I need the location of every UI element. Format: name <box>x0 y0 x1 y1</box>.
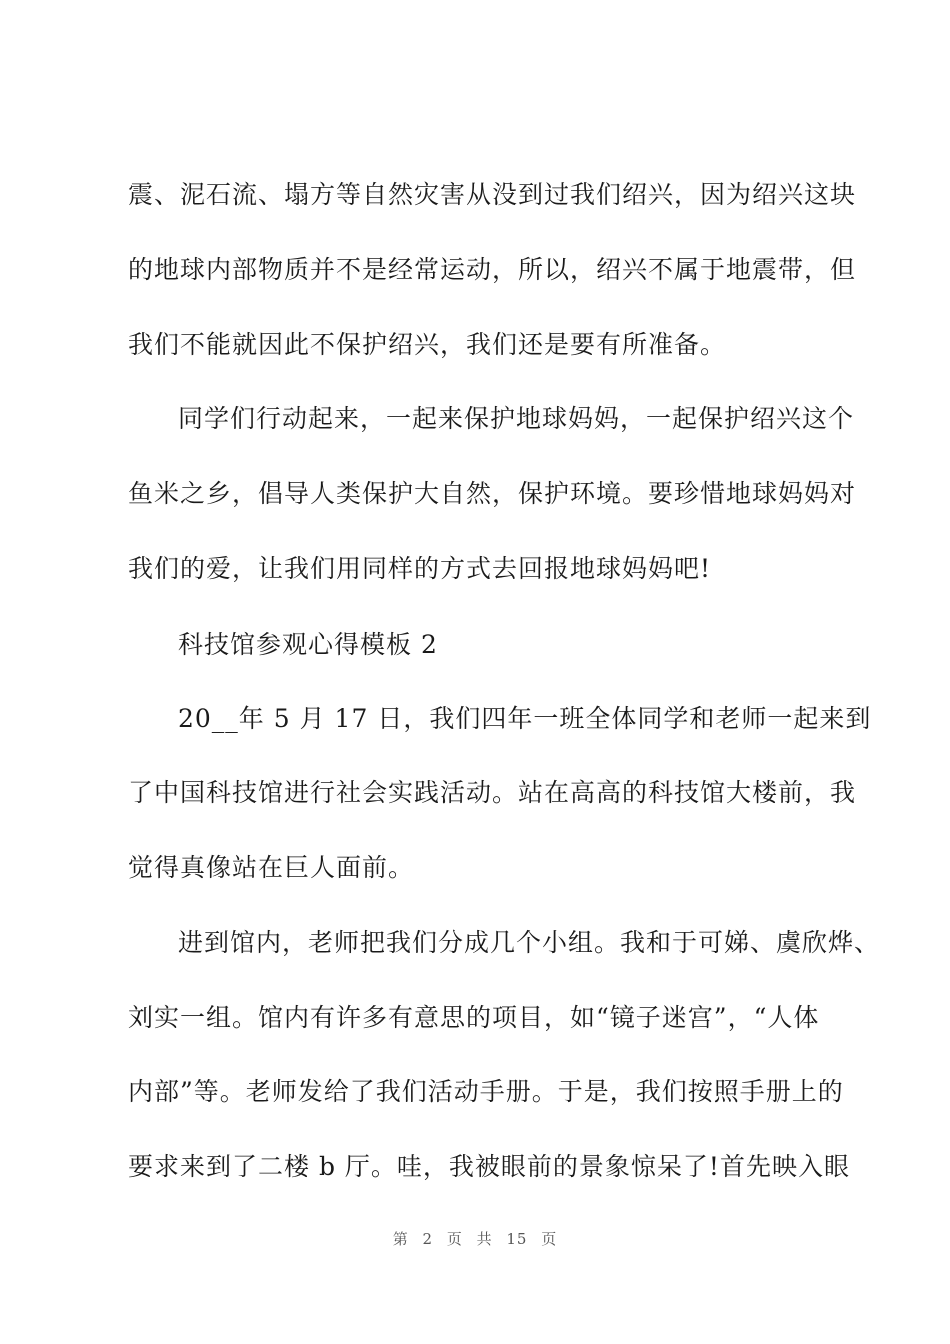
body-line-12: 刘实一组。馆内有许多有意思的项目，如“镜子迷宫”，“人体 <box>128 1003 820 1032</box>
body-line-11: 进到馆内，老师把我们分成几个小组。我和于可娣、虞欣烨、 <box>178 928 881 957</box>
body-line-6: 我们的爱，让我们用同样的方式去回报地球妈妈吧! <box>128 554 712 583</box>
body-line-8: 20__年 5 月 17 日，我们四年一班全体同学和老师一起来到 <box>178 704 872 733</box>
body-line-14: 要求来到了二楼 b 厅。哇，我被眼前的景象惊呆了!首先映入眼 <box>128 1152 850 1181</box>
body-line-10: 觉得真像站在巨人面前。 <box>128 853 415 882</box>
body-line-13: 内部”等。老师发给了我们活动手册。于是，我们按照手册上的 <box>128 1077 844 1106</box>
body-line-4: 同学们行动起来，一起来保护地球妈妈，一起保护绍兴这个 <box>178 404 855 433</box>
body-line-5: 鱼米之乡，倡导人类保护大自然，保护环境。要珍惜地球妈妈对 <box>128 479 857 508</box>
body-line-3: 我们不能就因此不保护绍兴，我们还是要有所准备。 <box>128 330 727 359</box>
body-line-2: 的地球内部物质并不是经常运动，所以，绍兴不属于地震带，但 <box>128 255 857 284</box>
section-heading: 科技馆参观心得模板 2 <box>178 630 438 659</box>
body-line-1: 震、泥石流、塌方等自然灾害从没到过我们绍兴，因为绍兴这块 <box>128 180 857 209</box>
page-footer: 第 2 页 共 15 页 <box>392 1230 558 1248</box>
body-line-9: 了中国科技馆进行社会实践活动。站在高高的科技馆大楼前，我 <box>128 778 857 807</box>
